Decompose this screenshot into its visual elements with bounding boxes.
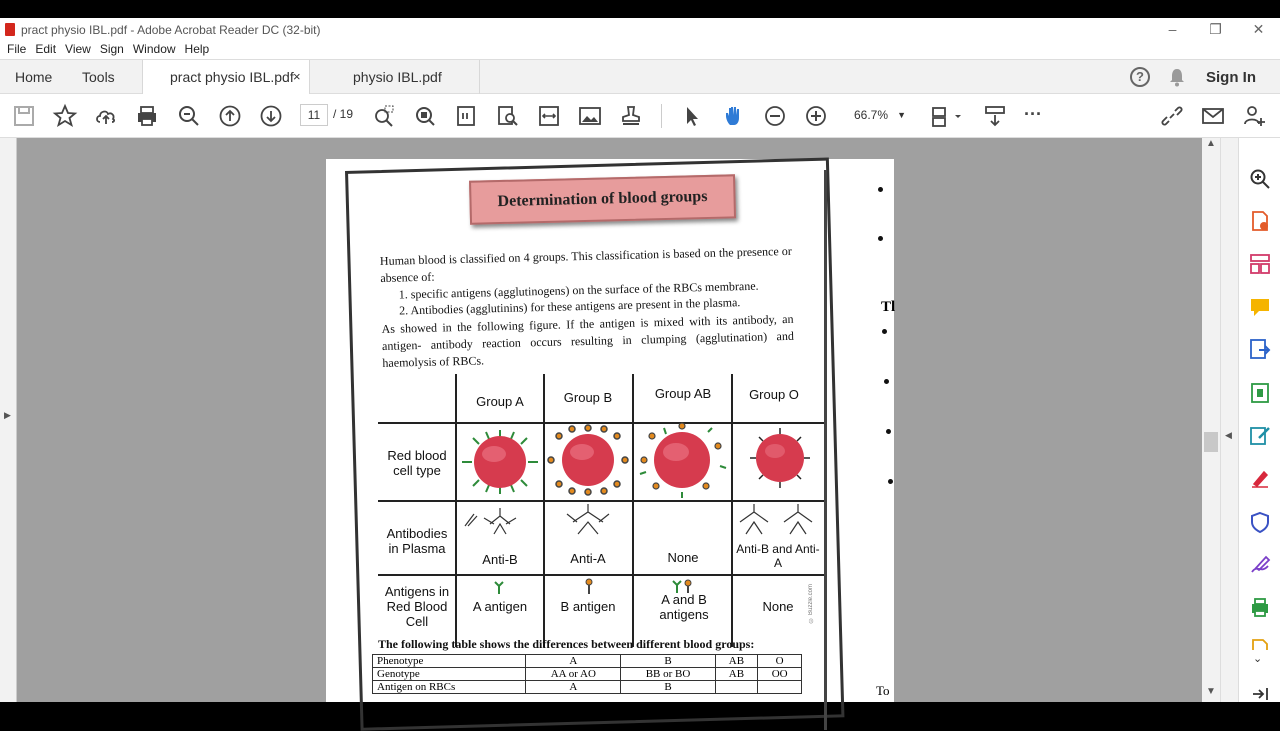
- pdf-file-icon: [5, 23, 15, 36]
- left-pane-expand-icon[interactable]: ▶: [4, 410, 11, 420]
- next-page-icon[interactable]: [259, 104, 283, 128]
- collapse-panel-icon[interactable]: [1249, 686, 1271, 702]
- sign-pen-icon[interactable]: [1249, 554, 1271, 576]
- fill-sign-icon[interactable]: [1249, 468, 1271, 490]
- page-display-icon[interactable]: [930, 104, 964, 128]
- menu-window[interactable]: Window: [132, 42, 176, 56]
- print-production-icon[interactable]: [1249, 596, 1271, 618]
- bullet-dot: [886, 429, 891, 434]
- zoom-out-icon[interactable]: [763, 104, 787, 128]
- zoom-search-icon[interactable]: [177, 104, 201, 128]
- antigen-a-marker-icon: [494, 580, 504, 594]
- right-text-fragment-2: wit: [876, 702, 893, 717]
- scroll-up-icon[interactable]: ▲: [1206, 138, 1216, 149]
- row-antibodies: Antibodies in Plasma: [386, 526, 448, 556]
- title-bar: [0, 18, 1280, 41]
- save-icon[interactable]: [12, 104, 36, 128]
- print-icon[interactable]: [135, 104, 159, 128]
- menu-help[interactable]: Help: [184, 42, 210, 56]
- column-group-a: Group A: [476, 394, 524, 409]
- antibody-anti-b-and-a-icon: [736, 502, 822, 542]
- antibody-label-o: Anti-B and Anti-A: [736, 542, 820, 570]
- antibody-anti-b-icon: [460, 504, 540, 544]
- page-heading: Determination of blood groups: [469, 174, 736, 224]
- antibody-label-b: Anti-A: [570, 551, 606, 566]
- table-cell: AB: [715, 668, 758, 681]
- menu-bar: [0, 41, 211, 59]
- tools-panel: [1238, 138, 1280, 702]
- right-pane-collapse[interactable]: [1220, 138, 1238, 702]
- antigen-label-o: None: [762, 599, 794, 614]
- page-total: / 19: [333, 107, 354, 121]
- create-pdf-icon[interactable]: [1249, 210, 1271, 232]
- left-pane[interactable]: [0, 138, 17, 702]
- close-window-button[interactable]: ✕: [1252, 21, 1265, 37]
- window-title: pract physio IBL.pdf - Adobe Acrobat Reader DC (32-bit): [21, 22, 321, 37]
- scroll-down-icon[interactable]: ▼: [1206, 686, 1216, 697]
- find-text-icon[interactable]: [496, 104, 520, 128]
- table-cell: OO: [758, 668, 802, 681]
- chevron-down-icon: ▼: [897, 110, 906, 120]
- tab-pract-physio[interactable]: [142, 60, 310, 95]
- bell-icon[interactable]: [1168, 67, 1186, 87]
- row-antigens: Antigens in Red Blood Cell: [384, 584, 450, 629]
- page-border-right: [824, 170, 827, 730]
- bullet-dot: [882, 329, 887, 334]
- antigen-label-b: B antigen: [560, 599, 616, 614]
- table-cell: O: [758, 655, 802, 668]
- table-cell: AB: [715, 655, 758, 668]
- comment-icon[interactable]: [1249, 296, 1271, 318]
- more-tools-partial-icon[interactable]: [1249, 638, 1271, 650]
- marquee-zoom-icon[interactable]: [372, 104, 396, 128]
- list-item-2: 2. Antibodies (agglutinins) for these antigens are present in the plasma.: [398, 295, 741, 318]
- rbc-group-a-icon: [458, 426, 542, 498]
- star-icon[interactable]: [53, 104, 77, 128]
- right-text-fragment-1: To: [876, 683, 890, 698]
- more-tools-icon[interactable]: ···: [1024, 104, 1042, 124]
- antigen-ab-marker-icon: [672, 579, 694, 593]
- bullet-dot: [878, 236, 883, 241]
- image-view-icon[interactable]: [578, 104, 602, 128]
- toolbar-divider: [661, 104, 662, 128]
- table-cell: A: [526, 681, 621, 694]
- menu-view[interactable]: View: [65, 42, 91, 56]
- tab-close-icon[interactable]: ×: [293, 69, 301, 84]
- menu-sign[interactable]: Sign: [99, 42, 124, 56]
- column-group-o: Group O: [749, 387, 799, 402]
- add-user-icon[interactable]: [1242, 104, 1266, 128]
- table-cell: AA or AO: [526, 668, 621, 681]
- table-cell: [715, 681, 758, 694]
- zoom-value: 66.7%: [854, 108, 889, 122]
- help-icon[interactable]: ?: [1130, 67, 1150, 87]
- email-icon[interactable]: [1201, 104, 1225, 128]
- document-viewer[interactable]: [0, 138, 1238, 717]
- search-icon[interactable]: [1249, 168, 1271, 190]
- fit-width-icon[interactable]: [537, 104, 561, 128]
- blood-group-figure: [378, 374, 824, 649]
- table-cell: Genotype: [373, 668, 526, 681]
- hand-tool-icon[interactable]: [722, 104, 746, 128]
- stamp-icon[interactable]: [619, 104, 643, 128]
- select-cursor-icon[interactable]: [680, 104, 704, 128]
- antibody-label-ab: None: [667, 550, 699, 565]
- table-intro: The following table shows the differences between different blood groups:: [378, 637, 755, 651]
- right-heading-fragment: Tl: [881, 299, 896, 315]
- table-row: [373, 668, 802, 681]
- menu-file[interactable]: File: [7, 42, 27, 56]
- bullet-dot: [884, 379, 889, 384]
- table-cell: B: [621, 655, 715, 668]
- table-cell: Antigen on RBCs: [373, 681, 526, 694]
- chevron-down-icon[interactable]: ⌄: [1253, 653, 1263, 665]
- edit-pdf-icon[interactable]: [1249, 424, 1271, 446]
- compress-icon[interactable]: [1249, 382, 1271, 404]
- tab-bar: [0, 59, 1280, 94]
- scrollbar-thumb[interactable]: [1204, 432, 1218, 452]
- fit-page-icon[interactable]: [454, 104, 478, 128]
- antigen-label-a: A antigen: [472, 599, 528, 614]
- collapse-arrow-icon[interactable]: ◀: [1225, 430, 1232, 440]
- table-cell: Phenotype: [373, 655, 526, 668]
- tab-physio[interactable]: physio IBL.pdf: [310, 60, 480, 94]
- column-group-b: Group B: [563, 390, 613, 405]
- bullet-dot: [878, 187, 883, 192]
- rbc-group-o-icon: [748, 426, 812, 490]
- table-cell: [758, 681, 802, 694]
- table-cell: BB or BO: [621, 668, 715, 681]
- cloud-upload-icon[interactable]: [94, 104, 118, 128]
- scroll-mode-icon[interactable]: [983, 104, 1007, 128]
- protect-shield-icon[interactable]: [1249, 511, 1271, 533]
- table-cell: A: [526, 655, 621, 668]
- antibody-anti-a-icon: [553, 502, 623, 542]
- tab-home[interactable]: Home: [15, 69, 53, 85]
- rbc-group-b-icon: [546, 424, 630, 496]
- restore-button[interactable]: ❐: [1209, 21, 1222, 37]
- row-rbc-type: Red blood cell type: [387, 448, 447, 478]
- figure-credit: © Buzzle.com: [808, 584, 814, 623]
- minimize-button[interactable]: –: [1168, 21, 1177, 37]
- tab-tools[interactable]: Tools: [82, 69, 115, 85]
- antibody-label-a: Anti-B: [482, 552, 518, 567]
- previous-page-icon[interactable]: [218, 104, 242, 128]
- vertical-scrollbar[interactable]: [1202, 138, 1220, 702]
- acrobat-window: [0, 18, 1280, 717]
- share-link-icon[interactable]: [1160, 104, 1184, 128]
- zoom-level-select[interactable]: [846, 104, 912, 126]
- column-group-ab: Group AB: [654, 386, 712, 401]
- bullet-dot: [888, 479, 893, 484]
- blood-group-table: [372, 654, 802, 694]
- paragraph-2: As showed in the following figure. If the antigen is mixed with its antibody, an antigen- antibody reaction occurs resulting in clumping (agglutination) and haemolysis of RBCs.: [381, 311, 795, 370]
- antigen-b-marker-icon: [584, 578, 594, 594]
- list-item-1: 1. specific antigens (agglutinogens) on the surface of the RBCs membrane.: [398, 278, 759, 302]
- zoom-in-icon[interactable]: [804, 104, 828, 128]
- export-pdf-icon[interactable]: [1249, 338, 1271, 360]
- intro-paragraph: Human blood is classified on 4 groups. This classification is based on the presence or absence of:: [379, 243, 793, 285]
- table-row: [373, 681, 802, 694]
- page-number-input[interactable]: 11: [300, 104, 328, 126]
- rbc-group-ab-icon: [636, 422, 728, 498]
- menu-edit[interactable]: Edit: [35, 42, 57, 56]
- pdf-page: [326, 159, 896, 717]
- zoom-out-view-icon[interactable]: [413, 104, 437, 128]
- antigen-label-ab: A and B antigens: [659, 592, 709, 622]
- tab-label: pract physio IBL.pdf: [170, 69, 294, 85]
- sign-in-button[interactable]: Sign In: [1206, 68, 1256, 86]
- table-cell: B: [621, 681, 715, 694]
- table-header-row: [373, 655, 802, 668]
- organize-pages-icon[interactable]: [1249, 253, 1271, 275]
- toolbar: [0, 94, 1280, 138]
